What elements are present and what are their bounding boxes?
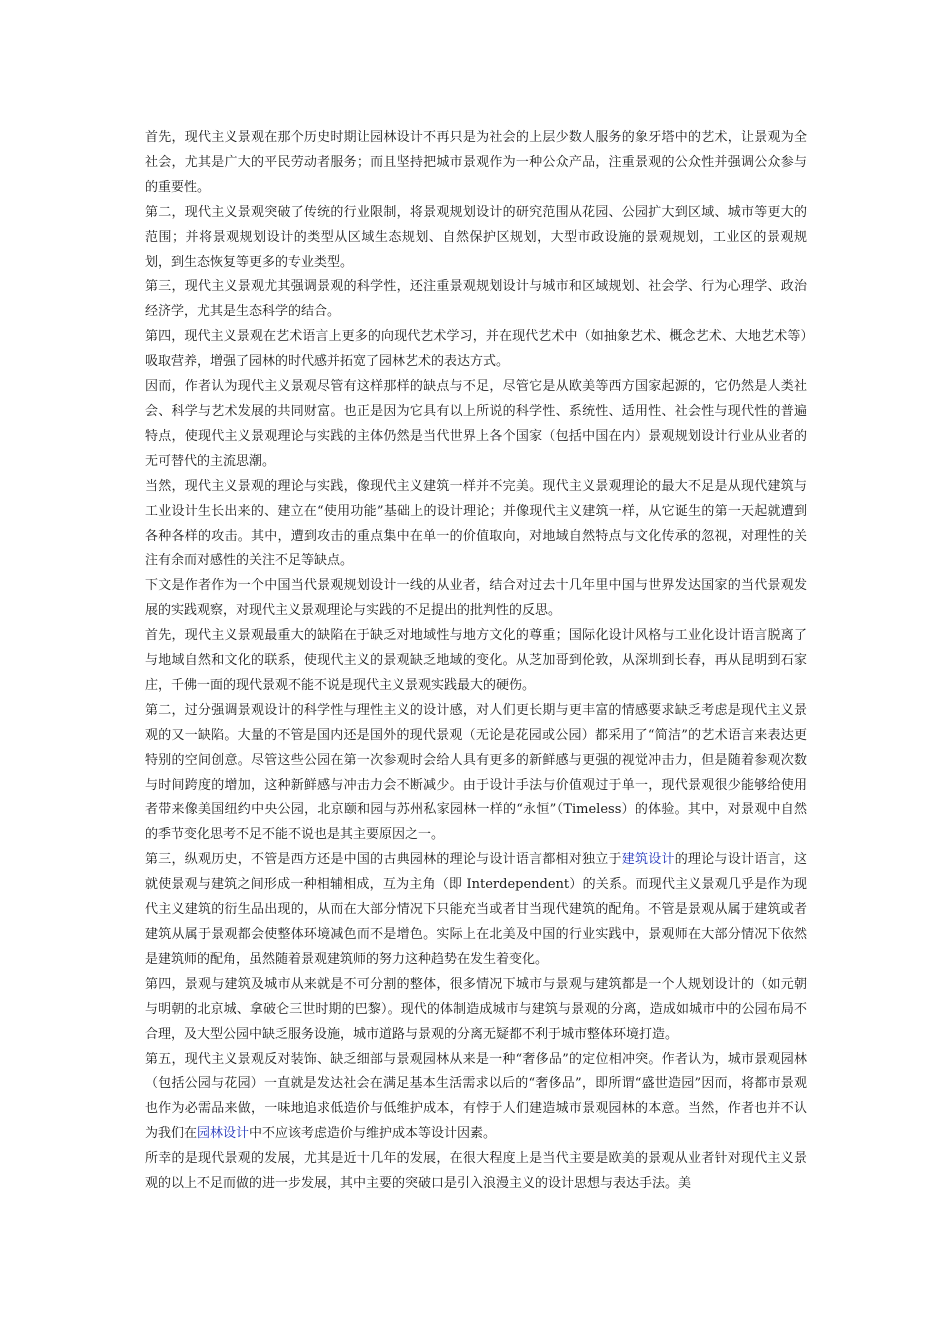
paragraph xyxy=(145,325,807,375)
paragraph xyxy=(145,201,807,276)
paragraph-text: 第五，现代主义景观反对装饰、缺乏细部与景观园林从来是一种“奢侈品”的定位相冲突。作者认为，城市景观园林（包括公园与花园）一直就是发达社会在满足基本生活需求以后的“奢侈品”，即所谓“盛世造园”因而，将都市景观也作为必需品来做，一味地追求低造价与低维护成本，有悖于人们建造城市景观园林的本意。当然，作者也并不认为我们在 xyxy=(145,1051,807,1142)
paragraph-text: 第三，纵观历史，不管是西方还是中国的古典园林的理论与设计语言都相对独立于 xyxy=(145,852,622,868)
paragraph xyxy=(145,375,807,475)
paragraph-text: 下文是作者作为一个中国当代景观规划设计一线的从业者，结合对过去十几年里中国与世界发达国家的当代景观发展的实践观察，对现代主义景观理论与实践的不足提出的批判性的反思。 xyxy=(145,578,807,619)
document-body xyxy=(145,126,807,1197)
paragraph-text: 的理论与设计语言，这就使景观与建筑之间形成一种相辅相成，互为主角（即 Interdependent）的关系。而现代主义景观几乎是作为现代主义建筑的衍生品出现的，从而在大部分情况下只能充当或者甘当现代建筑的配角。不管是景观从属于建筑或者建筑从属于景观都会使整体环境减色而不是增色。实际上在北美及中国的行业实践中，景观师在大部分情况下依然是建筑师的配角，虽然随着景观建筑师的努力这种趋势在发生着变化。 xyxy=(145,852,807,967)
paragraph xyxy=(145,574,807,624)
paragraph-text: 第四，现代主义景观在艺术语言上更多的向现代艺术学习，并在现代艺术中（如抽象艺术、概念艺术、大地艺术等）吸取营养，增强了园林的时代感并拓宽了园林艺术的表达方式。 xyxy=(145,329,807,370)
paragraph xyxy=(145,848,807,973)
paragraph xyxy=(145,699,807,848)
paragraph-text: 中不应该考虑造价与维护成本等设计因素。 xyxy=(249,1126,497,1142)
paragraph xyxy=(145,1147,807,1197)
paragraph-text: 第二，过分强调景观设计的科学性与理性主义的设计感，对人们更长期与更丰富的情感要求缺乏考虑是现代主义景观的又一缺陷。大量的不管是国内还是国外的现代景观（无论是花园或公园）都采用了“简洁”的艺术语言来表达更特别的空间创意。尽管这些公园在第一次参观时会给人具有更多的新鲜感与更强的视觉冲击力，但是随着参观次数与时间跨度的增加，这种新鲜感与冲击力会不断减少。由于设计手法与价值观过于单一，现代景观很少能够给使用者带来像美国纽约中央公园，北京颐和园与苏州私家园林一样的“永恒”（Timeless）的体验。其中，对景观中自然的季节变化思考不足不能不说也是其主要原因之一。 xyxy=(145,702,807,843)
paragraph xyxy=(145,624,807,699)
paragraph-text: 首先，现代主义景观最重大的缺陷在于缺乏对地域性与地方文化的尊重；国际化设计风格与工业化设计语言脱离了与地域自然和文化的联系，使现代主义的景观缺乏地域的变化。从芝加哥到伦敦，从深圳到长春，再从昆明到石家庄，千佛一面的现代景观不能不说是现代主义景观实践最大的硬伤。 xyxy=(145,628,807,693)
paragraph xyxy=(145,275,807,325)
paragraph-text: 因而，作者认为现代主义景观尽管有这样那样的缺点与不足，尽管它是从欧美等西方国家起源的，它仍然是人类社会、科学与艺术发展的共同财富。也正是因为它具有以上所说的科学性、系统性、适用性、社会性与现代性的普遍特点，使现代主义景观理论与实践的主体仍然是当代世界上各个国家（包括中国在内）景观规划设计行业从业者的无可替代的主流思潮。 xyxy=(145,379,807,469)
paragraph xyxy=(145,475,807,575)
inline-link[interactable]: 建筑设计 xyxy=(621,852,675,868)
paragraph-text: 第二，现代主义景观突破了传统的行业限制，将景观规划设计的研究范围从花园、公园扩大到区域、城市等更大的范围；并将景观规划设计的类型从区域生态规划、自然保护区规划，大型市政设施的景观规划，工业区的景观规划，到生态恢复等更多的专业类型。 xyxy=(145,204,807,270)
paragraph-text: 当然，现代主义景观的理论与实践，像现代主义建筑一样并不完美。现代主义景观理论的最大不足是从现代建筑与工业设计生长出来的、建立在“使用功能”基础上的设计理论；并像现代主义建筑一样，从它诞生的第一天起就遭到各种各样的攻击。其中，遭到攻击的重点集中在单一的价值取向，对地域自然特点与文化传承的忽视，对理性的关注有余而对感性的关注不足等缺点。 xyxy=(145,478,807,569)
paragraph-text: 第三，现代主义景观尤其强调景观的科学性，还注重景观规划设计与城市和区域规划、社会学、行为心理学、政治经济学，尤其是生态科学的结合。 xyxy=(145,279,807,320)
paragraph-text: 首先，现代主义景观在那个历史时期让园林设计不再只是为社会的上层少数人服务的象牙塔中的艺术，让景观为全社会，尤其是广大的平民劳动者服务；而且坚持把城市景观作为一种公众产品，注重景观的公众性并强调公众参与的重要性。 xyxy=(145,130,807,195)
inline-link[interactable]: 园林设计 xyxy=(197,1126,250,1142)
paragraph xyxy=(145,973,807,1048)
paragraph xyxy=(145,1048,807,1148)
paragraph-text: 所幸的是现代景观的发展，尤其是近十几年的发展，在很大程度上是当代主要是欧美的景观从业者针对现代主义景观的以上不足而做的进一步发展，其中主要的突破口是引入浪漫主义的设计思想与表达手法。美 xyxy=(145,1151,807,1192)
paragraph-text: 第四，景观与建筑及城市从来就是不可分割的整体，很多情况下城市与景观与建筑都是一个人规划设计的（如元朝与明朝的北京城、拿破仑三世时期的巴黎）。现代的体制造成城市与建筑与景观的分离，造成如城市中的公园布局不合理，及大型公园中缺乏服务设施，城市道路与景观的分离无疑都不利于城市整体环境打造。 xyxy=(145,976,807,1042)
paragraph xyxy=(145,126,807,201)
